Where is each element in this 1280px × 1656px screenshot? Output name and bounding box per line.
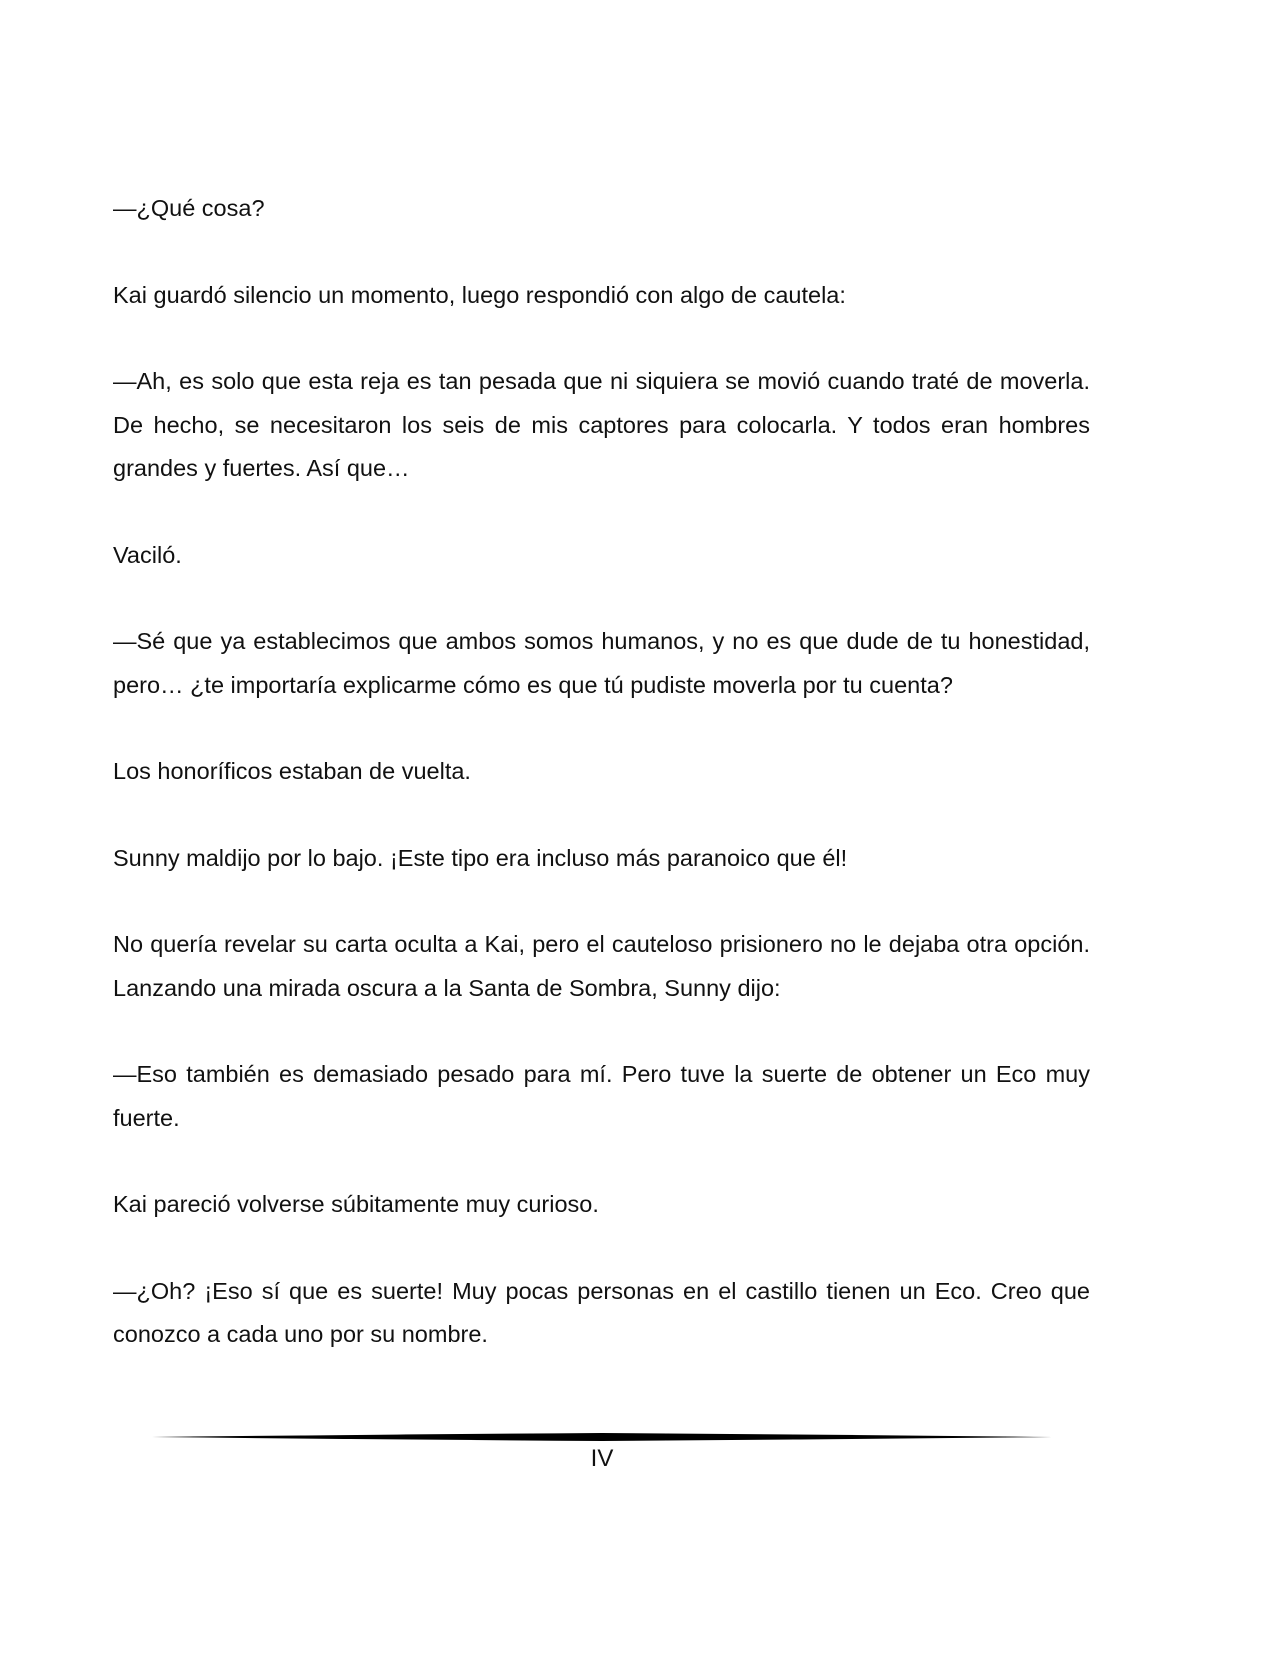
- paragraph: —¿Qué cosa?: [113, 195, 265, 221]
- paragraph: —¿Oh? ¡Eso sí que es suerte! Muy pocas personas en el castillo tienen un Eco. Creo que conozco a cada uno por su nombre.: [113, 1277, 1090, 1347]
- footer-divider: [152, 1430, 1052, 1444]
- paragraph: Los honoríficos estaban de vuelta.: [113, 758, 471, 784]
- paragraph: Sunny maldijo por lo bajo. ¡Este tipo era incluso más paranoico que él!: [113, 844, 848, 871]
- paragraph: No quería revelar su carta oculta a Kai, pero el cauteloso prisionero no le dejaba otra opción. Lanzando una mirada oscura a la Santa de Sombra, Sunny dijo:: [113, 931, 1090, 1001]
- paragraph: Vaciló.: [113, 541, 182, 568]
- paragraph: —Ah, es solo que esta reja es tan pesada que ni siquiera se movió cuando traté de moverla. De hecho, se necesitaron los seis de mis captores para colocarla. Y todos eran hombres grandes y fuertes. Así que…: [113, 368, 1090, 481]
- body-text: [113, 187, 1090, 1400]
- paragraph: Kai guardó silencio un momento, luego respondió con algo de cautela:: [113, 281, 846, 308]
- paragraph: —Sé que ya establecimos que ambos somos humanos, y no es que dude de tu honestidad, pero… ¿te importaría explicarme cómo es que tú pudiste moverla por tu cuenta?: [113, 628, 1090, 698]
- paragraph: Kai pareció volverse súbitamente muy curioso.: [113, 1191, 599, 1217]
- paragraph: —Eso también es demasiado pesado para mí. Pero tuve la suerte de obtener un Eco muy fuerte.: [113, 1061, 1090, 1131]
- page-number: IV: [590, 1445, 614, 1472]
